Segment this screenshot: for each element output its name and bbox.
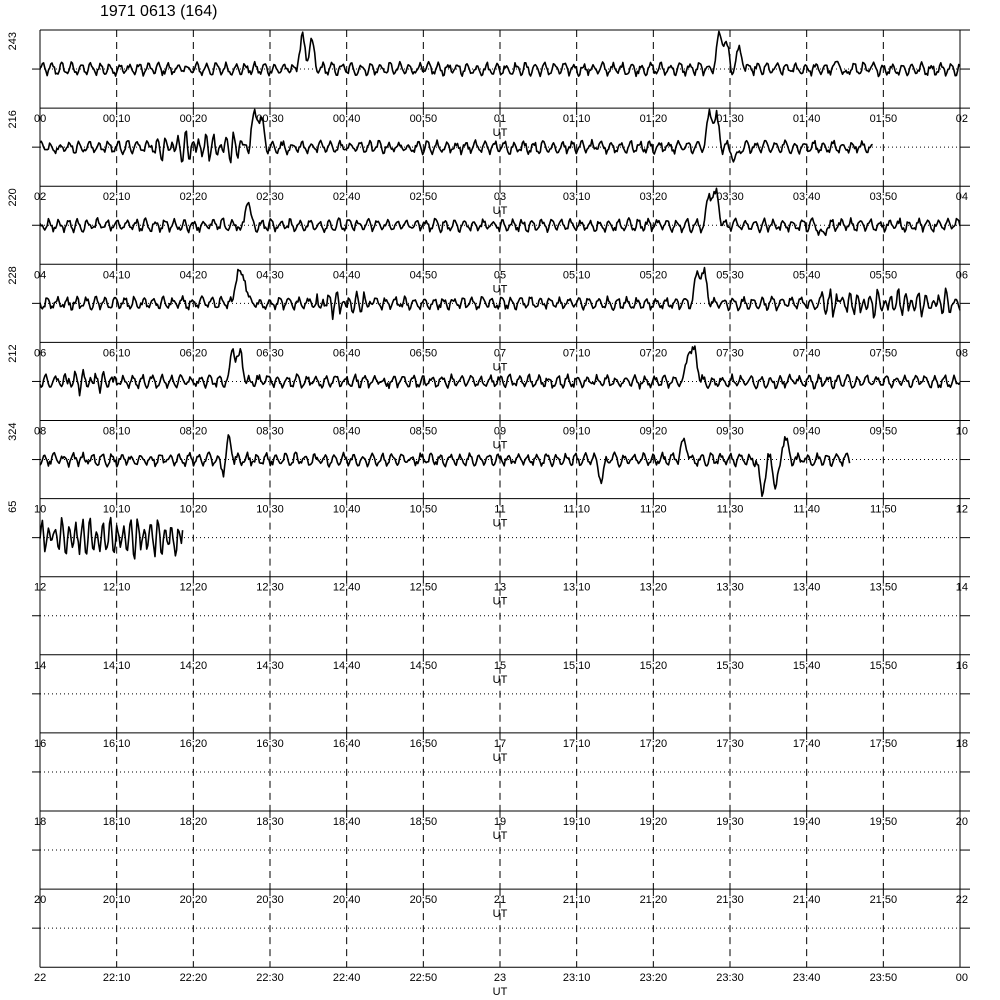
tick-label: 15:10: [562, 659, 591, 672]
tick-label: 15:30: [716, 659, 744, 672]
tick-label: 15:20: [639, 659, 668, 672]
tick-label: 17:30: [716, 737, 744, 750]
tick-label: 22: [955, 894, 968, 907]
tick-label: 03:40: [792, 191, 821, 204]
tick-label: 10: [955, 425, 968, 438]
tick-label: 12:50: [409, 581, 438, 594]
tick-label: 08: [955, 347, 968, 360]
tick-label: 23:50: [869, 972, 898, 985]
tick-label: 18:30: [256, 816, 284, 828]
tick-label: 14:40: [332, 659, 361, 672]
tick-label: 15:40: [792, 659, 821, 672]
tick-label: 00: [955, 972, 968, 985]
tick-label: 09:40: [792, 425, 821, 438]
tick-label: 07:40: [792, 347, 821, 360]
tick-label: 19:20: [639, 816, 668, 828]
tick-label: 12:40: [332, 581, 361, 594]
tick-label: 00:30: [256, 113, 284, 126]
tick-label: 22:40: [332, 972, 361, 985]
tick-label: 13:40: [792, 581, 821, 594]
tick-label: 16: [34, 737, 47, 750]
tick-label: 01: [493, 113, 507, 126]
tick-label: 08:20: [179, 425, 208, 438]
tick-label: 08:50: [409, 425, 438, 438]
tick-label: 23:40: [792, 972, 821, 985]
tick-label: 01:10: [562, 113, 591, 126]
panel-ylabel: 243: [7, 32, 19, 51]
tick-label: 05:50: [869, 269, 898, 282]
unit-label: UT: [492, 830, 508, 842]
tick-label: 05:30: [716, 269, 744, 282]
tick-label: 21:50: [869, 894, 898, 907]
panel-ylabel: 216: [7, 110, 19, 129]
tick-label: 12:20: [179, 581, 208, 594]
tick-label: 19:40: [792, 816, 821, 828]
tick-label: 10:30: [256, 503, 284, 516]
tick-label: 21:30: [716, 894, 744, 907]
tick-label: 18:20: [179, 816, 208, 828]
unit-label: UT: [492, 986, 508, 999]
tick-label: 12: [34, 581, 47, 594]
seismic-trace: [40, 435, 850, 496]
tick-label: 06:50: [409, 347, 438, 360]
tick-label: 20:30: [256, 894, 284, 907]
tick-label: 02: [34, 191, 47, 204]
tick-label: 06:40: [332, 347, 361, 360]
tick-label: 02: [955, 113, 968, 126]
tick-label: 19:10: [562, 816, 591, 828]
tick-label: 16:50: [409, 737, 438, 750]
tick-label: 08:30: [256, 425, 284, 438]
tick-label: 18:10: [102, 816, 131, 828]
tick-label: 14:50: [409, 659, 438, 672]
seismic-trace: [40, 31, 960, 76]
tick-label: 11:50: [869, 503, 897, 516]
tick-label: 10:40: [332, 503, 361, 516]
tick-label: 04: [34, 269, 47, 282]
tick-label: 16: [955, 659, 968, 672]
tick-label: 16:40: [332, 737, 361, 750]
tick-label: 23:10: [562, 972, 591, 985]
unit-label: UT: [492, 439, 508, 452]
tick-label: 14:10: [102, 659, 131, 672]
unit-label: UT: [492, 673, 508, 686]
tick-label: 21:40: [792, 894, 821, 907]
tick-label: 06: [955, 269, 968, 282]
seismic-trace: [40, 518, 183, 559]
panel-ylabel: 324: [7, 422, 19, 441]
tick-label: 16:20: [179, 737, 208, 750]
tick-label: 15: [493, 659, 507, 672]
tick-label: 20: [34, 894, 47, 907]
tick-label: 13:30: [716, 581, 744, 594]
panel-ylabel: 65: [7, 500, 19, 513]
tick-label: 18: [955, 737, 968, 750]
tick-label: 05:10: [562, 269, 591, 282]
tick-label: 16:10: [102, 737, 131, 750]
tick-label: 00:10: [102, 113, 131, 126]
tick-label: 02:40: [332, 191, 361, 204]
tick-label: 07:20: [639, 347, 668, 360]
unit-label: UT: [492, 205, 508, 218]
panel-ylabel: 220: [7, 188, 19, 207]
tick-label: 00:50: [409, 113, 438, 126]
tick-label: 05: [493, 269, 507, 282]
tick-label: 07: [493, 347, 507, 360]
tick-label: 01:40: [792, 113, 821, 126]
tick-label: 01:50: [869, 113, 898, 126]
tick-label: 20:50: [409, 894, 438, 907]
tick-label: 10:10: [102, 503, 131, 516]
unit-label: UT: [492, 751, 508, 764]
tick-label: 13:50: [869, 581, 898, 594]
tick-label: 03: [493, 191, 507, 204]
tick-label: 09:20: [639, 425, 668, 438]
tick-label: 11:40: [793, 503, 821, 516]
tick-label: 03:30: [716, 191, 744, 204]
tick-label: 02:10: [102, 191, 131, 204]
tick-label: 19:50: [869, 816, 898, 828]
unit-label: UT: [492, 127, 508, 140]
tick-label: 08:10: [102, 425, 131, 438]
tick-label: 06:20: [179, 347, 208, 360]
tick-label: 20:10: [102, 894, 131, 907]
tick-label: 15:50: [869, 659, 898, 672]
tick-label: 22:20: [179, 972, 208, 985]
tick-label: 13: [493, 581, 507, 594]
tick-label: 11:20: [639, 503, 667, 516]
tick-label: 12:30: [256, 581, 284, 594]
tick-label: 01:20: [639, 113, 668, 126]
tick-label: 22:50: [409, 972, 438, 985]
tick-label: 09:30: [716, 425, 744, 438]
tick-label: 19:30: [716, 816, 744, 828]
tick-label: 03:20: [639, 191, 668, 204]
tick-label: 09: [493, 425, 507, 438]
tick-label: 00:40: [332, 113, 361, 126]
tick-label: 00:20: [179, 113, 208, 126]
tick-label: 14: [34, 659, 47, 672]
tick-label: 10: [34, 503, 47, 516]
tick-label: 04:50: [409, 269, 438, 282]
tick-label: 14: [955, 581, 968, 594]
tick-label: 02:50: [409, 191, 438, 204]
tick-label: 18:40: [332, 816, 361, 828]
tick-label: 11:30: [716, 503, 744, 516]
tick-label: 08:40: [332, 425, 361, 438]
unit-label: UT: [492, 517, 508, 530]
tick-label: 07:50: [869, 347, 898, 360]
tick-label: 06:10: [102, 347, 131, 360]
tick-label: 03:50: [869, 191, 898, 204]
tick-label: 09:10: [562, 425, 591, 438]
tick-label: 23:20: [639, 972, 668, 985]
tick-label: 07:30: [716, 347, 744, 360]
tick-label: 14:30: [256, 659, 284, 672]
panel-ylabel: 228: [7, 266, 19, 285]
tick-label: 22: [34, 972, 47, 985]
tick-label: 20: [955, 816, 968, 828]
tick-label: 11:10: [563, 503, 591, 516]
tick-label: 02:30: [256, 191, 284, 204]
tick-label: 00: [34, 113, 47, 126]
tick-label: 06: [34, 347, 47, 360]
tick-label: 14:20: [179, 659, 208, 672]
tick-label: 17:50: [869, 737, 898, 750]
unit-label: UT: [492, 361, 508, 374]
chart-title: 1971 0613 (164): [100, 3, 218, 20]
tick-label: 17:20: [639, 737, 668, 750]
tick-label: 17:10: [562, 737, 591, 750]
panel-ylabel: 212: [7, 344, 19, 363]
unit-label: UT: [492, 908, 508, 921]
tick-label: 20:40: [332, 894, 361, 907]
tick-label: 10:50: [409, 503, 438, 516]
tick-label: 06:30: [256, 347, 284, 360]
tick-label: 09:50: [869, 425, 898, 438]
tick-label: 05:20: [639, 269, 668, 282]
tick-label: 01:30: [716, 113, 744, 126]
tick-label: 04:10: [102, 269, 131, 282]
tick-label: 21: [493, 894, 507, 907]
tick-label: 19: [493, 816, 507, 828]
tick-label: 20:20: [179, 894, 208, 907]
tick-label: 03:10: [562, 191, 591, 204]
seismic-trace: [40, 109, 873, 162]
tick-label: 12: [955, 503, 968, 516]
tick-label: 23:30: [716, 972, 744, 985]
tick-label: 18: [34, 816, 47, 828]
tick-label: 11: [494, 503, 506, 516]
tick-label: 16:30: [256, 737, 284, 750]
tick-label: 13:20: [639, 581, 668, 594]
tick-label: 17: [493, 737, 507, 750]
unit-label: UT: [492, 283, 508, 296]
tick-label: 07:10: [562, 347, 591, 360]
tick-label: 04: [955, 191, 968, 204]
tick-label: 02:20: [179, 191, 208, 204]
tick-label: 08: [34, 425, 47, 438]
tick-label: 04:30: [256, 269, 284, 282]
tick-label: 05:40: [792, 269, 821, 282]
unit-label: UT: [492, 595, 508, 608]
tick-label: 04:40: [332, 269, 361, 282]
tick-label: 13:10: [562, 581, 591, 594]
tick-label: 17:40: [792, 737, 821, 750]
tick-label: 22:10: [102, 972, 131, 985]
tick-label: 23: [493, 972, 507, 985]
tick-label: 10:20: [179, 503, 208, 516]
tick-label: 18:50: [409, 816, 438, 828]
tick-label: 04:20: [179, 269, 208, 282]
tick-label: 21:10: [562, 894, 591, 907]
tick-label: 12:10: [102, 581, 131, 594]
tick-label: 21:20: [639, 894, 668, 907]
tick-label: 22:30: [256, 972, 284, 985]
